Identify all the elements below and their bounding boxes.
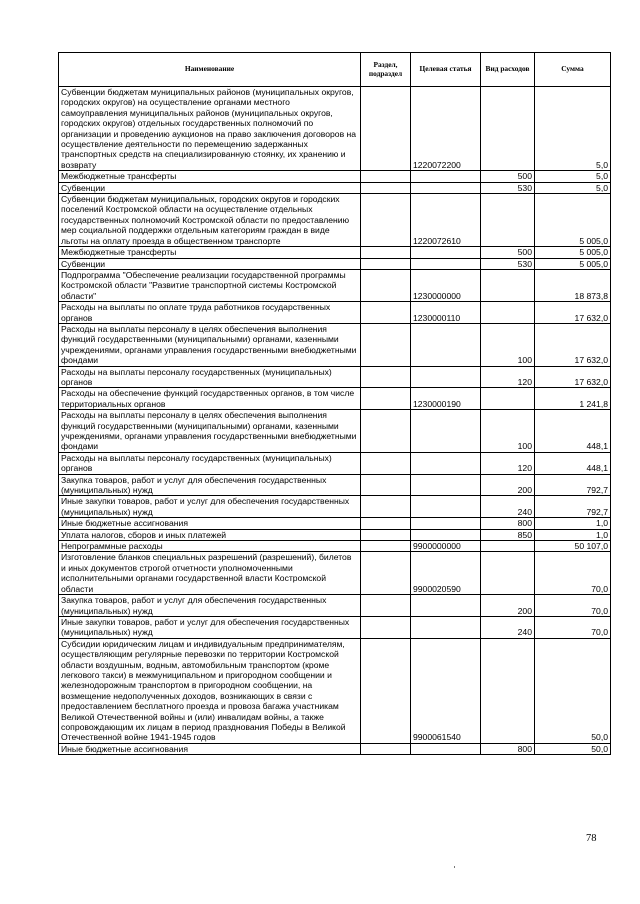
cell-sum: 448,1 — [535, 410, 611, 453]
cell-target: 1220072200 — [411, 87, 481, 171]
cell-section — [361, 87, 411, 171]
cell-target — [411, 474, 481, 496]
cell-target: 9900020590 — [411, 552, 481, 595]
cell-sum: 70,0 — [535, 552, 611, 595]
table-row — [59, 366, 611, 388]
header-target: Целевая статья — [411, 53, 481, 87]
cell-sum: 17 632,0 — [535, 302, 611, 324]
table-row — [59, 743, 611, 754]
cell-section — [361, 269, 411, 301]
cell-sum: 5 005,0 — [535, 247, 611, 258]
footer-mark — [454, 866, 455, 868]
cell-target — [411, 496, 481, 518]
cell-section — [361, 552, 411, 595]
cell-section — [361, 595, 411, 617]
table-row — [59, 616, 611, 638]
cell-type: 120 — [481, 366, 535, 388]
cell-section — [361, 541, 411, 552]
cell-name: Межбюджетные трансферты — [59, 171, 361, 182]
cell-section — [361, 529, 411, 540]
cell-section — [361, 616, 411, 638]
cell-type: 530 — [481, 258, 535, 269]
cell-name: Расходы на выплаты персоналу в целях обеспечения выполнения функций государственными (муниципальными) органами, казенными учреждениями, органами управления государственными внебюджетными фондами — [59, 410, 361, 453]
cell-name: Субвенции бюджетам муниципальных, городских округов и городских поселений Костромской области на осуществление отдельных государственных полномочий Костромской области по предоставлению мер социальной поддержки отдельным категориям граждан в виде льготы на оплату проезда в общественном транспорте — [59, 194, 361, 247]
cell-sum: 70,0 — [535, 595, 611, 617]
cell-target — [411, 743, 481, 754]
cell-section — [361, 171, 411, 182]
cell-target — [411, 247, 481, 258]
cell-section — [361, 182, 411, 193]
cell-type: 200 — [481, 595, 535, 617]
cell-name: Закупка товаров, работ и услуг для обеспечения государственных (муниципальных) нужд — [59, 595, 361, 617]
cell-type — [481, 552, 535, 595]
cell-sum: 50 107,0 — [535, 541, 611, 552]
table-row — [59, 638, 611, 743]
cell-section — [361, 366, 411, 388]
cell-name: Субвенции бюджетам муниципальных районов (муниципальных округов, городских округов) на осуществление органами местного самоуправления муниципальных районов (муниципальных округов, городских округов) отдельных государственных полномочий по организации и проведению аукционов на право заключения договоров на осуществление деятельности по перемещению задержанных транспортных средств на специализированную стоянку, их хранению и возврату — [59, 87, 361, 171]
cell-section — [361, 743, 411, 754]
table-row — [59, 194, 611, 247]
cell-type — [481, 541, 535, 552]
cell-type: 200 — [481, 474, 535, 496]
cell-name: Субвенции — [59, 258, 361, 269]
cell-name: Иные закупки товаров, работ и услуг для обеспечения государственных (муниципальных) нужд — [59, 496, 361, 518]
cell-sum: 1,0 — [535, 529, 611, 540]
cell-target — [411, 258, 481, 269]
cell-section — [361, 323, 411, 366]
cell-target: 1230000000 — [411, 269, 481, 301]
cell-sum: 17 632,0 — [535, 323, 611, 366]
cell-sum: 448,1 — [535, 452, 611, 474]
table-row — [59, 541, 611, 552]
cell-section — [361, 518, 411, 529]
cell-sum: 5,0 — [535, 87, 611, 171]
cell-target — [411, 616, 481, 638]
table-row — [59, 518, 611, 529]
cell-target — [411, 182, 481, 193]
table-header-row — [59, 53, 611, 87]
cell-type — [481, 87, 535, 171]
cell-name: Расходы на обеспечение функций государственных органов, в том числе территориальных органов — [59, 388, 361, 410]
cell-sum: 792,7 — [535, 496, 611, 518]
cell-name: Субсидии юридическим лицам и индивидуальным предпринимателям, осуществляющим регулярные перевозки по территории Костромской области воздушным, водным, автомобильным транспортом (кроме легкового такси) в межмуниципальном и пригородном сообщении и железнодорожным транспортом в пригородном сообщении, на возмещение недополученных доходов, возникающих в связи с предоставлением бесплатного проезда и провоза багажа участникам Великой Отечественной войны и (или) инвалидам войны, а также сопровождающим их лицам в период празднования Победы в Великой Отечественной войне 1941-1945 годов — [59, 638, 361, 743]
header-type: Вид расходов — [481, 53, 535, 87]
cell-target: 9900061540 — [411, 638, 481, 743]
cell-sum: 5 005,0 — [535, 194, 611, 247]
cell-name: Расходы на выплаты персоналу в целях обеспечения выполнения функций государственными (муниципальными) органами, казенными учреждениями, органами управления государственными внебюджетными фондами — [59, 323, 361, 366]
cell-type: 800 — [481, 518, 535, 529]
cell-type: 850 — [481, 529, 535, 540]
table-row — [59, 410, 611, 453]
cell-type: 100 — [481, 410, 535, 453]
cell-target — [411, 410, 481, 453]
table-row — [59, 87, 611, 171]
cell-sum: 5,0 — [535, 182, 611, 193]
header-name: Наименование — [59, 53, 361, 87]
cell-sum: 70,0 — [535, 616, 611, 638]
cell-sum: 1,0 — [535, 518, 611, 529]
cell-sum: 18 873,8 — [535, 269, 611, 301]
cell-type: 100 — [481, 323, 535, 366]
table-row — [59, 474, 611, 496]
table-row — [59, 182, 611, 193]
cell-type: 240 — [481, 496, 535, 518]
cell-section — [361, 410, 411, 453]
table-row — [59, 452, 611, 474]
cell-section — [361, 258, 411, 269]
cell-type — [481, 638, 535, 743]
cell-target — [411, 171, 481, 182]
cell-name: Расходы на выплаты по оплате труда работников государственных органов — [59, 302, 361, 324]
cell-type: 530 — [481, 182, 535, 193]
cell-name: Закупка товаров, работ и услуг для обеспечения государственных (муниципальных) нужд — [59, 474, 361, 496]
cell-target — [411, 323, 481, 366]
table-row — [59, 529, 611, 540]
cell-target: 9900000000 — [411, 541, 481, 552]
cell-target: 1230000110 — [411, 302, 481, 324]
cell-sum: 5,0 — [535, 171, 611, 182]
cell-type: 500 — [481, 247, 535, 258]
page-number: 78 — [586, 833, 597, 844]
table-row — [59, 496, 611, 518]
cell-sum: 5 005,0 — [535, 258, 611, 269]
table-row — [59, 388, 611, 410]
cell-section — [361, 638, 411, 743]
cell-name: Иные закупки товаров, работ и услуг для обеспечения государственных (муниципальных) нужд — [59, 616, 361, 638]
table-row — [59, 269, 611, 301]
cell-name: Иные бюджетные ассигнования — [59, 743, 361, 754]
cell-section — [361, 474, 411, 496]
cell-name: Расходы на выплаты персоналу государственных (муниципальных) органов — [59, 366, 361, 388]
cell-target — [411, 452, 481, 474]
cell-name: Межбюджетные трансферты — [59, 247, 361, 258]
cell-name: Расходы на выплаты персоналу государственных (муниципальных) органов — [59, 452, 361, 474]
cell-name: Подпрограмма "Обеспечение реализации государственной программы Костромской области "Развитие транспортной системы Костромской области" — [59, 269, 361, 301]
cell-type — [481, 194, 535, 247]
table-row — [59, 302, 611, 324]
cell-section — [361, 302, 411, 324]
cell-section — [361, 194, 411, 247]
table-row — [59, 595, 611, 617]
cell-target — [411, 518, 481, 529]
cell-type — [481, 302, 535, 324]
cell-sum: 1 241,8 — [535, 388, 611, 410]
cell-sum: 792,7 — [535, 474, 611, 496]
cell-type — [481, 388, 535, 410]
table-row — [59, 323, 611, 366]
cell-target — [411, 529, 481, 540]
table-row — [59, 247, 611, 258]
header-section: Раздел, подраздел — [361, 53, 411, 87]
cell-name: Субвенции — [59, 182, 361, 193]
cell-section — [361, 496, 411, 518]
cell-type: 800 — [481, 743, 535, 754]
header-sum: Сумма — [535, 53, 611, 87]
cell-target — [411, 595, 481, 617]
cell-name: Иные бюджетные ассигнования — [59, 518, 361, 529]
table-row — [59, 258, 611, 269]
cell-target — [411, 366, 481, 388]
cell-section — [361, 247, 411, 258]
cell-type: 240 — [481, 616, 535, 638]
cell-section — [361, 452, 411, 474]
cell-target: 1230000190 — [411, 388, 481, 410]
cell-name: Непрограммные расходы — [59, 541, 361, 552]
cell-sum: 17 632,0 — [535, 366, 611, 388]
cell-name: Изготовление бланков специальных разрешений (разрешений), билетов и иных документов строгой отчетности уполномоченными исполнительными органами государственной власти Костромской области — [59, 552, 361, 595]
cell-sum: 50,0 — [535, 638, 611, 743]
cell-type — [481, 269, 535, 301]
table-row — [59, 171, 611, 182]
cell-target: 1220072610 — [411, 194, 481, 247]
table-row — [59, 552, 611, 595]
cell-type: 120 — [481, 452, 535, 474]
cell-type: 500 — [481, 171, 535, 182]
cell-sum: 50,0 — [535, 743, 611, 754]
table-body — [59, 87, 611, 755]
cell-section — [361, 388, 411, 410]
budget-table — [58, 52, 611, 755]
cell-name: Уплата налогов, сборов и иных платежей — [59, 529, 361, 540]
